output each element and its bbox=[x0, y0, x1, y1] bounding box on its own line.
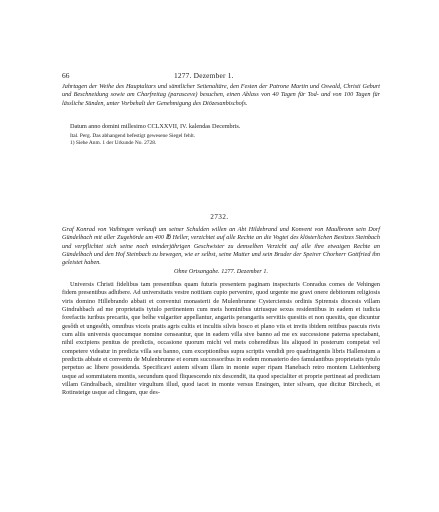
document-date-line: Ohne Ortsangabe. 1277. Dezember 1. bbox=[173, 268, 268, 275]
running-title: 1277. Dezember 1. bbox=[174, 71, 234, 80]
footnote: 1) Siehe Anm. 1 der Urkunde No. 2728. bbox=[70, 140, 157, 146]
page-header bbox=[62, 71, 380, 81]
page-number: 66 bbox=[62, 71, 70, 80]
document-body bbox=[62, 281, 380, 398]
source-note: Ital. Perg. Das abhangend befestigt gewesene Siegel fehlt. bbox=[70, 133, 196, 139]
previous-document-summary: Jahrtagen der Weihe des Hauptaltars und sämtlicher Seitenaltäre, den Festen der Patrone Martin und Oswald, Christi Geburt und Beschneidung sowie am Charfreitag (parasceve) besuchen, einen Ablass von 40 Tagen für Tod- und von 100 Tagen für lässliche Sünden, unter Vorbehalt der Genehmigung des Diözesanbischofs. bbox=[62, 83, 380, 107]
body-paragraph: Universis Christi fidelibus tam presentibus quam futuris presentem paginam inspecturis Conradus comes de Vehingen fidem presentibus adhibere. Ad universitatis vestre notitiam cupio pervenire, quod urgente me gravi onere debitorum religiosis viris domino Hillebrando abbati et conventui monasterii de Mulenbrunne Cysterciensis ordinis Spirensis diocesis villam Gindrahbach ad me proprietatis tytulo pertinentem cum meis hominibus utriusque sexus residentibus in eadem et iudicia forefactis iuribus precariis, que belhe vulgariter appellantur, angariis perangariis servitiis quesitis et non quesitis, que dicuntur gesôth et ungesôth, omnibus viceis pratis agris cultis et incultis silvis bosco et plano viis et inviis ibidem reitibus pascuis rivis cum aliis universis quocumque nomine censeantur, que in eadem villa sive banno ad me ex successione paterna spectabant, nihil excipiens penitus de predictis, occasione quorum michi vel meis coheredibus liis aliquod in posterum competat vel competere videatur in predicta villa seu banno, cum exceptionibus supra scriptis vendidi pro quadringentis libris Hallensium a predictis abbate et conventu de Mulenbrunne et eorum successoribus in eodem monasterio deo famulantibus proprietatis tytulo perpetuo ac libere possidenda. Specificavi autem silvam illam in monte super ripam Hanebach retro montem Liehtenberg usque ad sommitatem montis, secundum quod fliquescendo nix descendit, ita quod specialiter et proprie pertineat ad predictam villam Gindralbach, similiter virgultum illud, quod iacet in monte versus Ensingen, inter silvam, que dicitur Birchech, et Rotinsteige usque ad clingam, que des- bbox=[62, 281, 380, 397]
document-regest: Graf Konrad von Vaihingen verkauft um seiner Schulden willen an Abt Hildebrand und Konvent von Maulbronn sein Dorf Gündelbach mit aller Zugehörde um 400 ℔ Heller, verzichtet auf alle Rechte an die Vogtei des klösterlichen Besitzes Steinbach und verpflichtet sich seine noch minderjährigen Geschwister zu demselben Verzicht auf alle ihre etwaigen Rechte an Gündelbach und den Hof Steinbach zu bewegen, wie er selbst, seine Mutter und sein Bruder der Speirer Chorherr Gottfried ihn geleistet haben. bbox=[62, 226, 380, 267]
previous-document-date: Datum anno domini millesimo CCLXXVII, IV. kalendas Decembris. bbox=[70, 123, 241, 130]
document-number: 2732. bbox=[210, 213, 229, 221]
